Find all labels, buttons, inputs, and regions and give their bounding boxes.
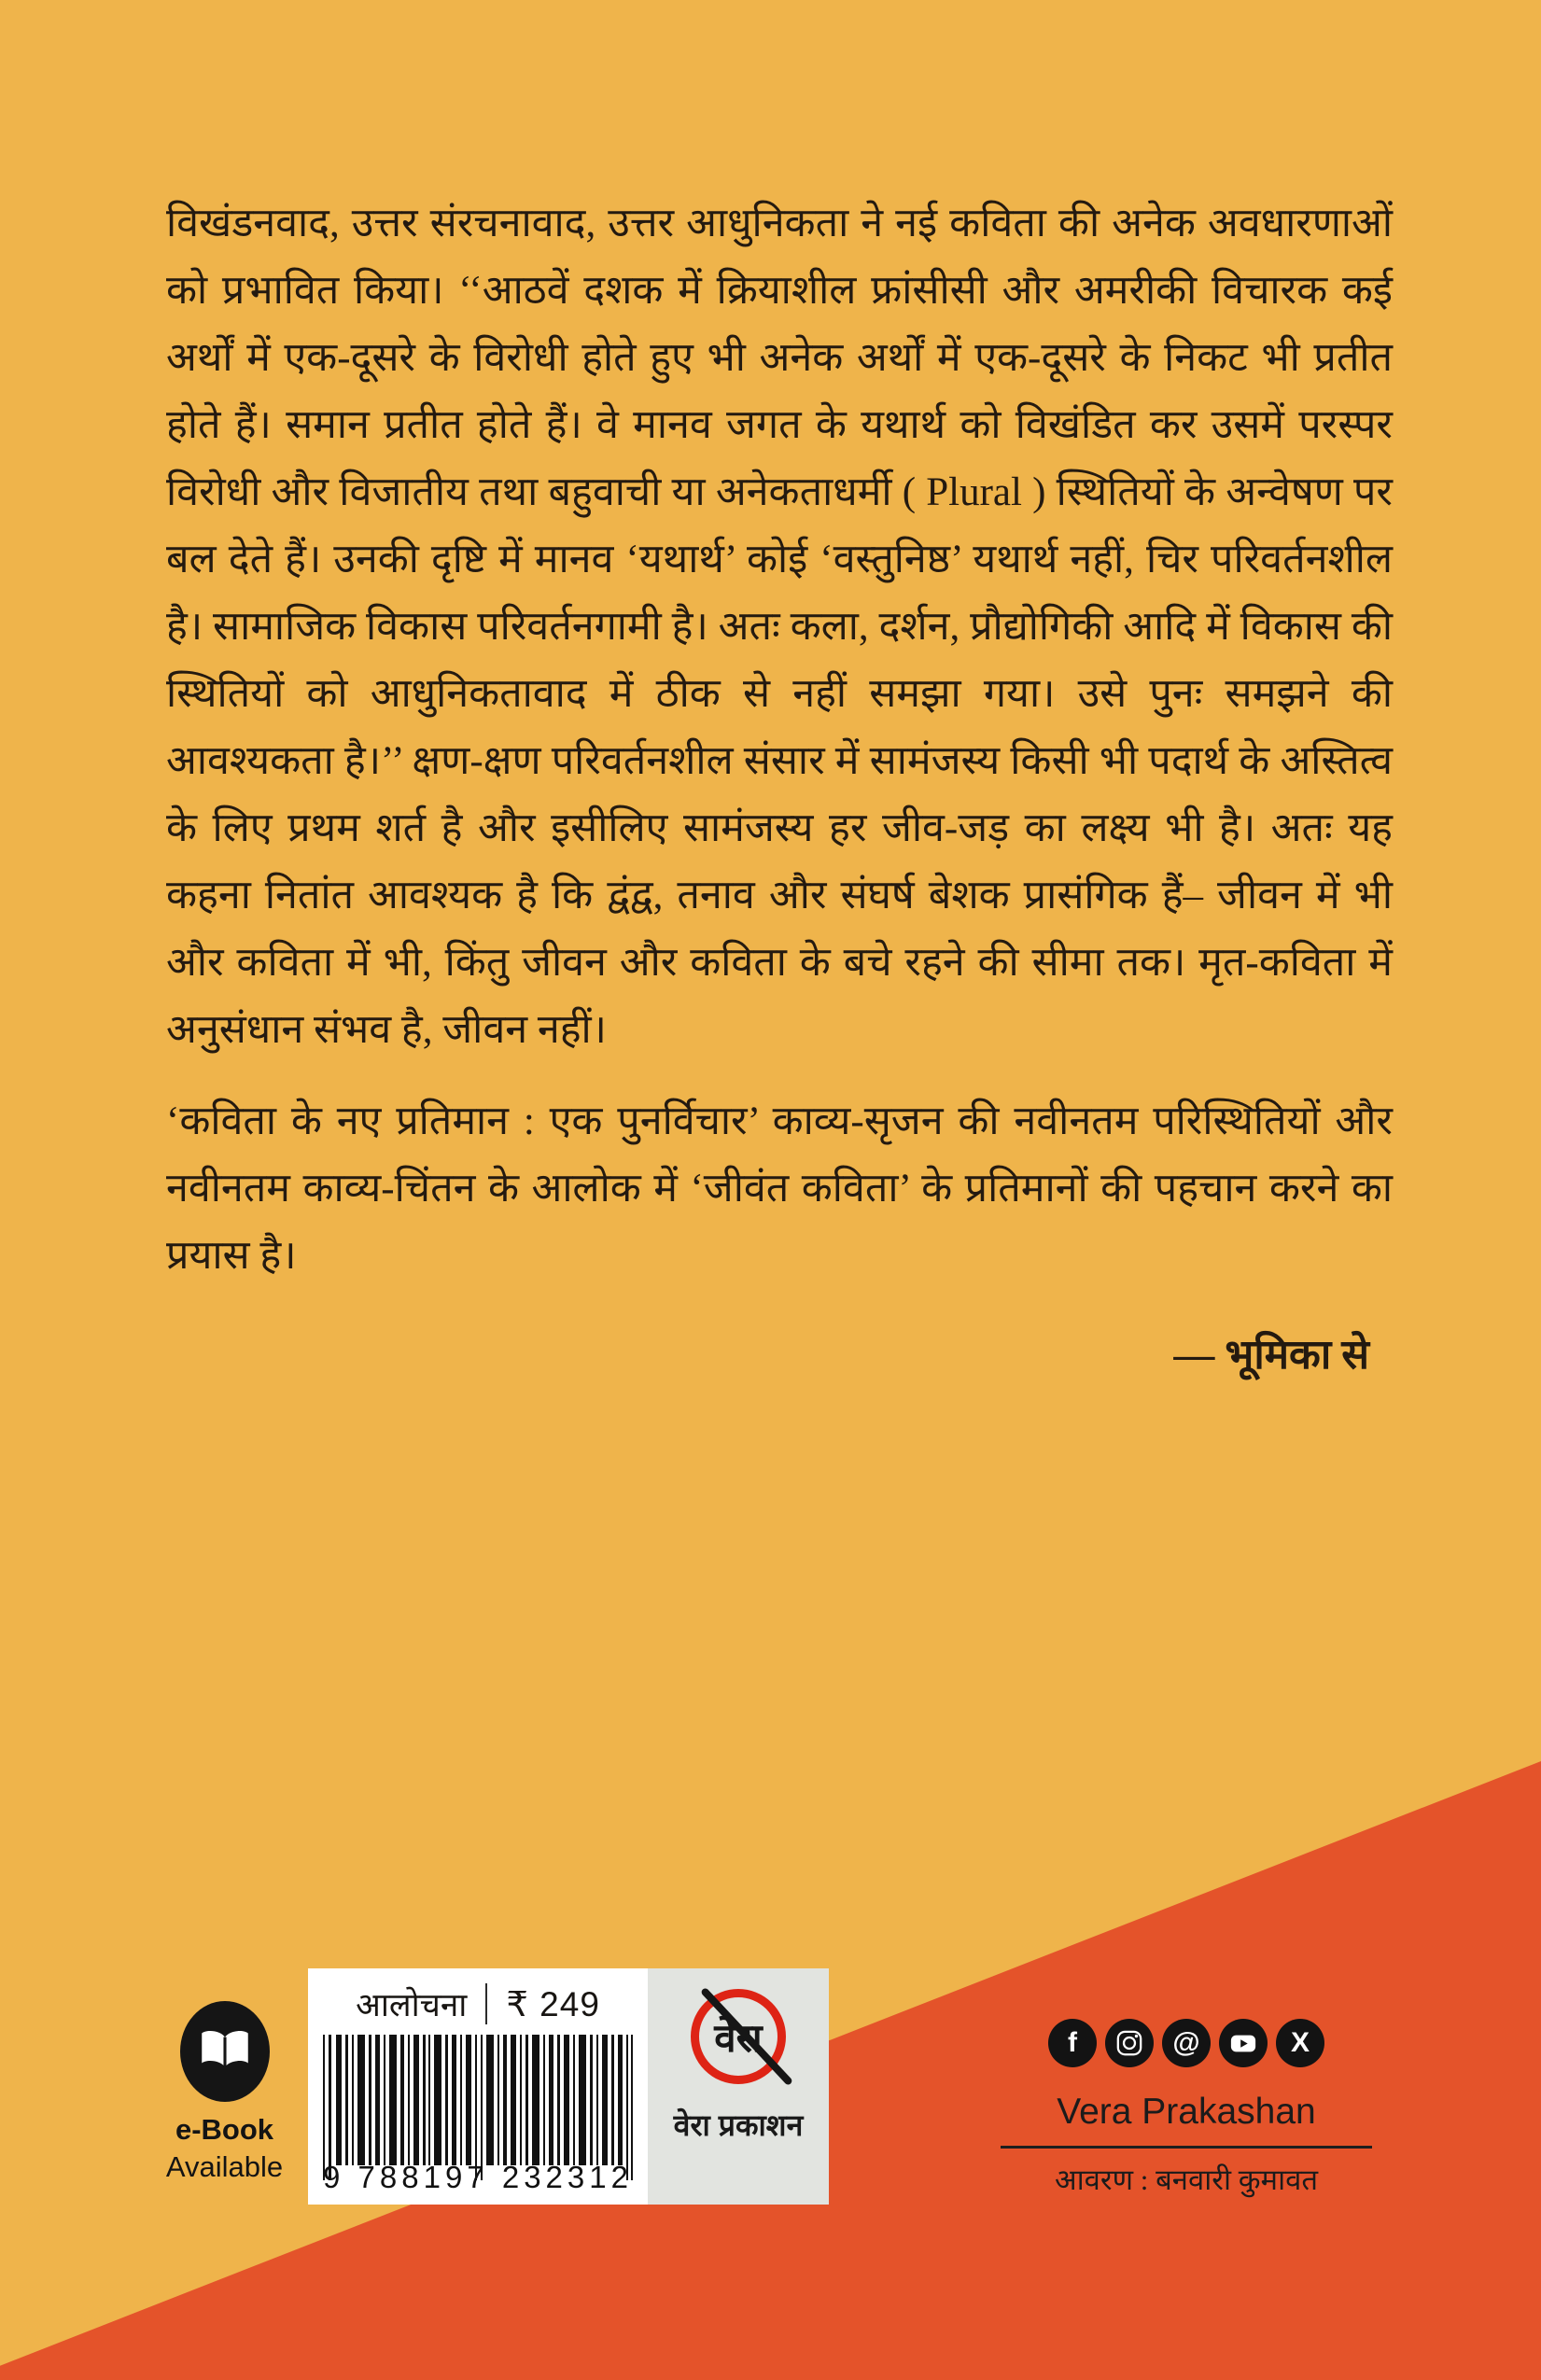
barcode-panel — [308, 1968, 648, 2205]
facebook-icon — [1048, 2019, 1097, 2067]
publisher-panel — [648, 1968, 829, 2205]
attribution: — भूमिका से — [1173, 1332, 1369, 1378]
blurb-paragraph-2: ‘कविता के नए प्रतिमान : एक पुनर्विचार’ काव्य-सृजन की नवीनतम परिस्थितियों और नवीनतम काव्य-चिंतन के आलोक में ‘जीवंत कविता’ के प्रतिमानों की पहचान करने का प्रयास है। — [166, 1099, 1393, 1278]
publisher-name-hindi: वेरा प्रकाशन — [673, 2108, 804, 2142]
youtube-icon — [1219, 2019, 1268, 2067]
cover-credit: आवरण : बनवारी कुमावत — [1054, 2163, 1319, 2196]
price-label: ₹ 249 — [506, 1984, 600, 2023]
publisher-logo-text: वेरा — [714, 2017, 763, 2061]
social-icons-row — [1000, 2019, 1373, 2067]
blurb-paragraph-1: विखंडनवाद, उत्तर संरचनावाद, उत्तर आधुनिकता ने नई कविता की अनेक अवधारणाओं को प्रभावित किया। ‘‘आठवें दशक में क्रियाशील फ्रांसीसी और अमरीकी विचारक कई अर्थों में एक-दूसरे के विरोधी होते हुए भी अनेक अर्थों में एक-दूसरे के निकट भी प्रतीत होते हैं। समान प्रतीत होते हैं। वे मानव जगत के यथार्थ को विखंडित कर उसमें परस्पर विरोधी और विजातीय तथा बहुवाची या अनेकताधर्मी ( Plural ) स्थितियों के अन्वेषण पर बल देते हैं। उनकी दृष्टि में मानव ‘यथार्थ’ कोई ‘वस्तुनिष्ठ’ यथार्थ नहीं, चिर परिवर्तनशील है। सामाजिक विकास परिवर्तनगामी है। अतः कला, दर्शन, प्रौद्योगिकी आदि में विकास की स्थितियों को आधुनिकतावाद में ठीक से नहीं समझा गया। उसे पुनः समझने की आवश्यकता है।’’ क्षण-क्षण परिवर्तनशील संसार में सामंजस्य किसी भी पदार्थ के अस्तित्व के लिए प्रथम शर्त है और इसीलिए सामंजस्य हर जीव-जड़ का लक्ष्य भी है। अतः यह कहना नितांत आवश्यक है कि द्वंद्व, तनाव और संघर्ष बेशक प्रासंगिक हैं– जीवन में भी और कविता में भी, किंतु जीवन और कविता के बचे रहने की सीमा तक। मृत-कविता में अनुसंधान संभव है, जीवन नहीं। — [166, 202, 1393, 1052]
barcode-header — [308, 1981, 648, 2027]
ebook-label: e-Book — [175, 2113, 274, 2146]
open-book-icon — [194, 2028, 256, 2076]
facebook-glyph: f — [1068, 2027, 1077, 2058]
category-label: आलोचना — [356, 1986, 468, 2023]
x-glyph: X — [1290, 2027, 1310, 2058]
threads-icon — [1162, 2019, 1211, 2067]
header-divider — [485, 1983, 487, 2024]
instagram-icon — [1105, 2019, 1154, 2067]
x-twitter-icon — [1276, 2019, 1324, 2067]
threads-glyph: @ — [1172, 2027, 1200, 2058]
publisher-logo — [691, 1989, 786, 2084]
isbn-digits: 9 788197 232312 — [323, 2160, 633, 2194]
ebook-badge — [147, 2001, 301, 2184]
ebook-available-label: Available — [165, 2150, 284, 2183]
ebook-oval — [180, 2001, 270, 2102]
social-block — [1000, 2019, 1373, 2199]
divider-line — [1001, 2146, 1372, 2149]
blurb-text-block — [166, 190, 1393, 1290]
publisher-name-english: Vera Prakashan — [1057, 2092, 1316, 2132]
